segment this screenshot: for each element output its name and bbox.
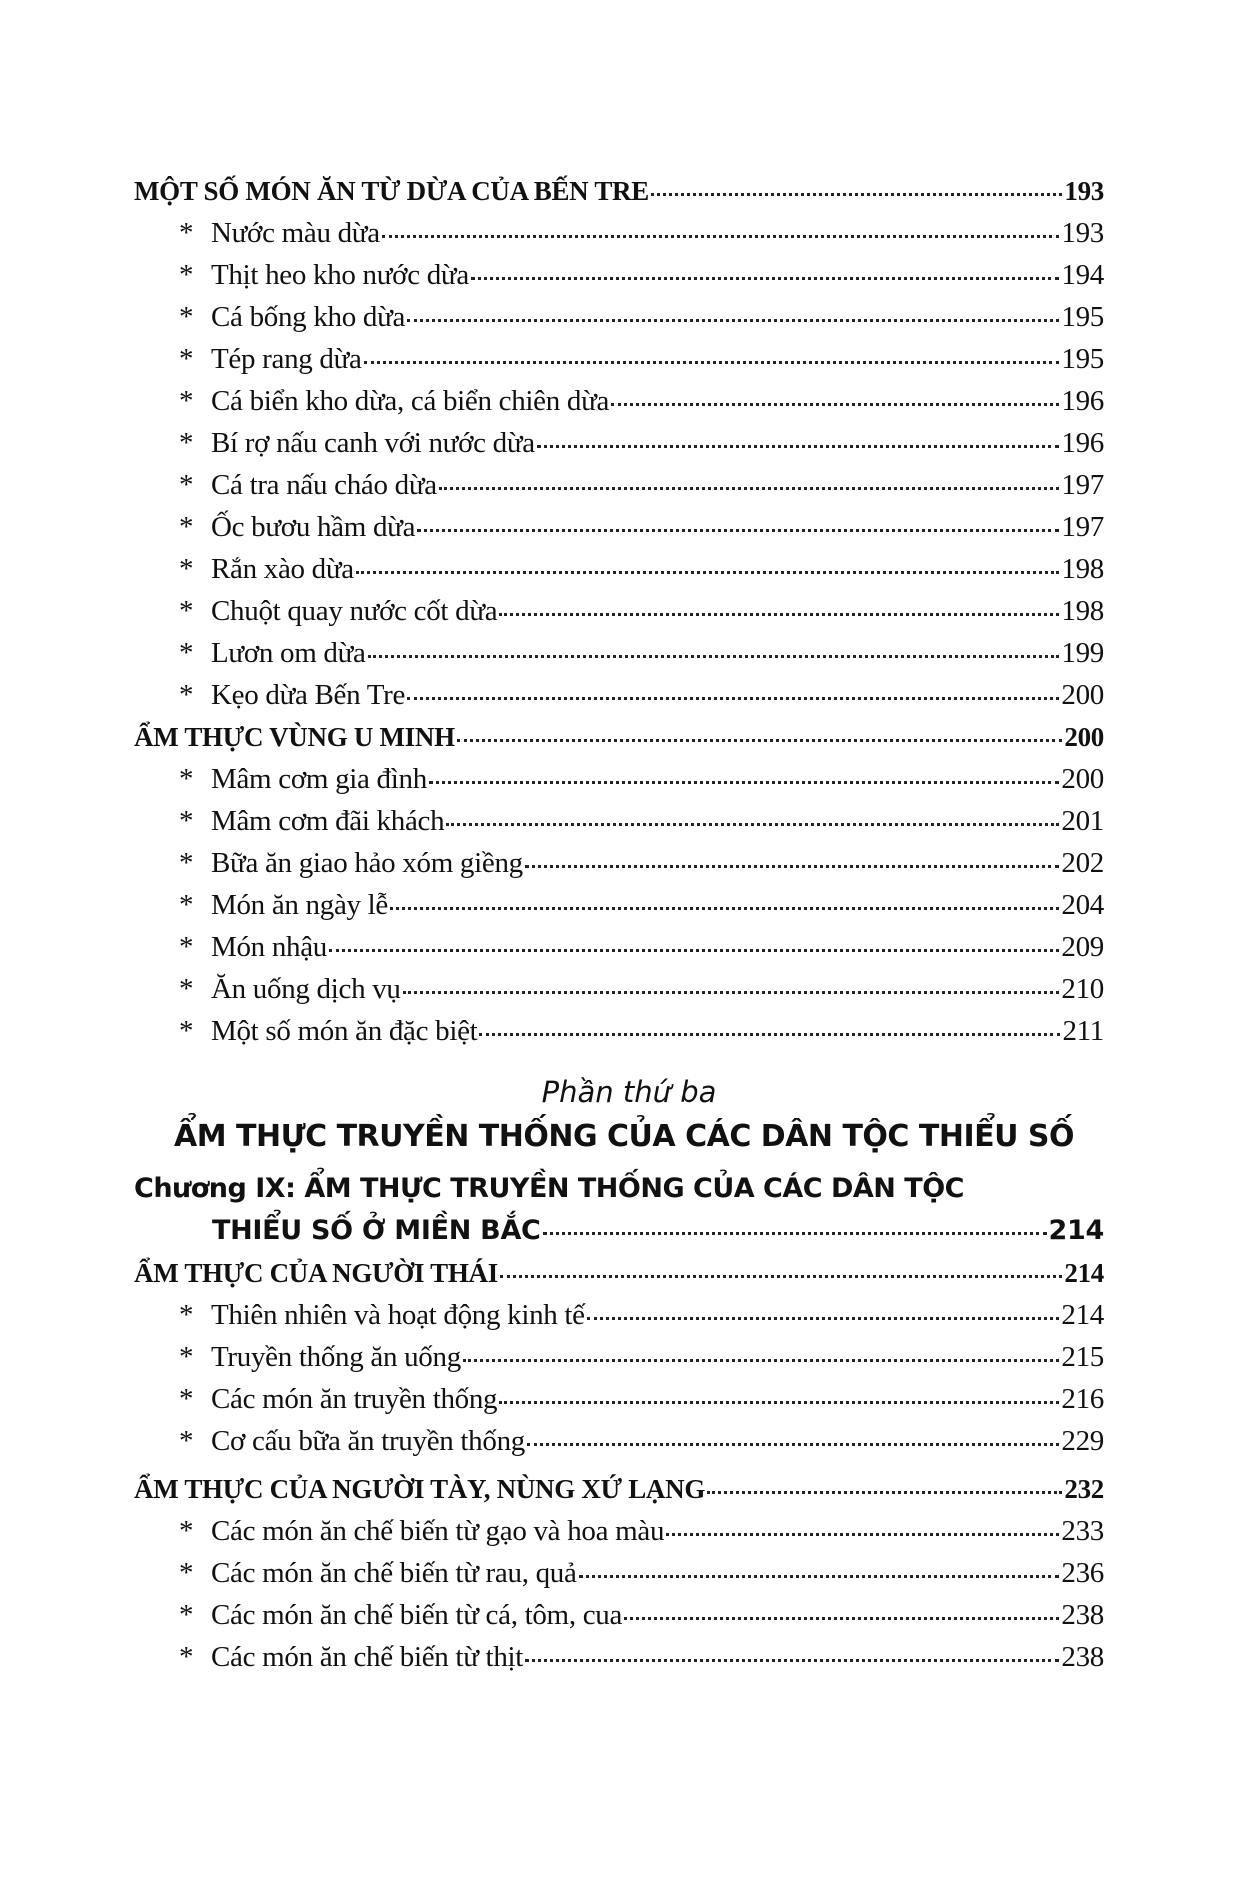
page-number: 200: [1061, 679, 1104, 711]
toc-item-row[interactable]: [134, 296, 1104, 338]
section-title: ẨM THỰC CỦA NGƯỜI THÁI: [134, 1258, 498, 1288]
toc-item-row[interactable]: [134, 1336, 1104, 1378]
dot-leader: [429, 781, 1059, 784]
bullet-asterisk: *: [179, 763, 194, 795]
bullet-asterisk: *: [179, 637, 194, 669]
chapter-heading[interactable]: [134, 1168, 1104, 1252]
page-number: 198: [1061, 553, 1104, 585]
toc-item-row[interactable]: [134, 1510, 1104, 1552]
page-number: 200: [1061, 763, 1104, 795]
page-number: 201: [1061, 805, 1104, 837]
toc-section-row[interactable]: [134, 716, 1104, 758]
item-title: Thiên nhiên và hoạt động kinh tế: [211, 1299, 585, 1331]
dot-leader: [446, 823, 1059, 826]
dot-leader: [527, 1443, 1059, 1446]
dot-leader: [403, 991, 1060, 994]
item-title: Món nhậu: [211, 931, 328, 963]
toc-item-row[interactable]: [134, 1294, 1104, 1336]
page-number: 193: [1061, 217, 1104, 249]
item-title: Ốc bươu hầm dừa: [211, 511, 416, 543]
toc-item-row[interactable]: [134, 548, 1104, 590]
bullet-asterisk: *: [179, 805, 194, 837]
dot-leader: [651, 193, 1062, 196]
toc-item-row[interactable]: [134, 1010, 1104, 1052]
dot-leader: [666, 1533, 1059, 1536]
section-items: [134, 212, 1104, 716]
item-title: Rắn xào dừa: [211, 553, 354, 585]
bullet-asterisk: *: [179, 1383, 194, 1415]
page-number: 194: [1061, 259, 1104, 291]
toc-item-row[interactable]: [134, 884, 1104, 926]
page-number: 204: [1061, 889, 1104, 921]
toc-item-row[interactable]: [134, 1420, 1104, 1462]
bullet-asterisk: *: [179, 847, 194, 879]
chapter-title-line1: Chương IX: ẨM THỰC TRUYỀN THỐNG CỦA CÁC DÂN TỘC: [134, 1173, 964, 1204]
dot-leader: [407, 697, 1059, 700]
page-number: 214: [1064, 1258, 1104, 1288]
item-title: Các món ăn chế biến từ rau, quả: [211, 1557, 577, 1589]
item-title: Chuột quay nước cốt dừa: [211, 595, 498, 627]
page-number: 229: [1061, 1425, 1104, 1457]
dot-leader: [390, 907, 1059, 910]
toc-item-row[interactable]: [134, 338, 1104, 380]
item-title: Lươn om dừa: [211, 637, 366, 669]
dot-leader: [499, 1401, 1059, 1404]
toc-item-row[interactable]: [134, 590, 1104, 632]
dot-leader: [364, 361, 1060, 364]
dot-leader: [525, 1659, 1059, 1662]
page-number: 196: [1061, 427, 1104, 459]
bullet-asterisk: *: [179, 1641, 194, 1673]
item-title: Bữa ăn giao hảo xóm giềng: [211, 847, 523, 879]
item-title: Cá tra nấu cháo dừa: [211, 469, 437, 501]
part-label: Phần thứ ba: [541, 1075, 717, 1109]
section-title: ẨM THỰC VÙNG U MINH: [134, 722, 455, 752]
section-items: [134, 758, 1104, 1052]
toc-item-row[interactable]: [134, 842, 1104, 884]
page-number: 195: [1061, 343, 1104, 375]
page-number: 238: [1061, 1599, 1104, 1631]
dot-leader: [624, 1617, 1059, 1620]
bullet-asterisk: *: [179, 1015, 194, 1047]
bullet-asterisk: *: [179, 511, 194, 543]
dot-leader: [356, 571, 1060, 574]
toc-section-row[interactable]: [134, 170, 1104, 212]
toc-item-row[interactable]: [134, 506, 1104, 548]
page-number: 211: [1062, 1015, 1104, 1047]
bullet-asterisk: *: [179, 1515, 194, 1547]
dot-leader: [382, 235, 1060, 238]
toc-item-row[interactable]: [134, 380, 1104, 422]
page-number: 198: [1061, 595, 1104, 627]
section-title: ẨM THỰC CỦA NGƯỜI TÀY, NÙNG XỨ LẠNG: [134, 1474, 706, 1504]
item-title: Các món ăn truyền thống: [211, 1383, 498, 1415]
toc-section-row[interactable]: [134, 1252, 1104, 1294]
toc-item-row[interactable]: [134, 968, 1104, 1010]
page-number: 195: [1061, 301, 1104, 333]
dot-leader: [537, 445, 1060, 448]
item-title: Ăn uống dịch vụ: [211, 973, 401, 1005]
item-title: Các món ăn chế biến từ gạo và hoa màu: [211, 1515, 665, 1547]
bullet-asterisk: *: [179, 385, 194, 417]
item-title: Nước màu dừa: [211, 217, 380, 249]
dot-leader: [407, 319, 1059, 322]
dot-leader: [329, 949, 1059, 952]
bullet-asterisk: *: [179, 217, 194, 249]
bullet-asterisk: *: [179, 553, 194, 585]
dot-leader: [707, 1491, 1062, 1494]
dot-leader: [463, 1359, 1059, 1362]
item-title: Các món ăn chế biến từ cá, tôm, cua: [211, 1599, 623, 1631]
dot-leader: [368, 655, 1060, 658]
dot-leader: [500, 1275, 1062, 1278]
toc-item-row[interactable]: [134, 758, 1104, 800]
page-number: 236: [1061, 1557, 1104, 1589]
item-title: Bí rợ nấu canh với nước dừa: [211, 427, 535, 459]
page-number: 238: [1061, 1641, 1104, 1673]
page-number: 196: [1061, 385, 1104, 417]
section-items: [134, 1294, 1104, 1462]
bullet-asterisk: *: [179, 931, 194, 963]
bullet-asterisk: *: [179, 1557, 194, 1589]
dot-leader: [525, 865, 1060, 868]
dot-leader: [457, 739, 1063, 742]
toc-item-row[interactable]: [134, 926, 1104, 968]
dot-leader: [471, 277, 1059, 280]
page-number: 200: [1064, 722, 1104, 752]
toc-item-row[interactable]: [134, 1378, 1104, 1420]
part-title: ẨM THỰC TRUYỀN THỐNG CỦA CÁC DÂN TỘC THIỂU SỐ: [173, 1119, 1075, 1154]
item-title: Cá biển kho dừa, cá biển chiên dừa: [211, 385, 610, 417]
toc-item-row[interactable]: [134, 674, 1104, 716]
bullet-asterisk: *: [179, 1299, 194, 1331]
page-number: 202: [1061, 847, 1104, 879]
item-title: Mâm cơm đãi khách: [211, 805, 445, 837]
item-title: Cá bống kho dừa: [211, 301, 406, 333]
item-title: Kẹo dừa Bến Tre: [211, 679, 406, 711]
page-number: 199: [1061, 637, 1104, 669]
bullet-asterisk: *: [179, 679, 194, 711]
bullet-asterisk: *: [179, 427, 194, 459]
page-number: 209: [1061, 931, 1104, 963]
table-of-contents: [134, 170, 1104, 1678]
page-number: 214: [1048, 1215, 1104, 1246]
item-title: Các món ăn chế biến từ thịt: [211, 1641, 524, 1673]
bullet-asterisk: *: [179, 343, 194, 375]
bullet-asterisk: *: [179, 469, 194, 501]
page-number: 216: [1061, 1383, 1104, 1415]
item-title: Truyền thống ăn uống: [211, 1341, 461, 1373]
item-title: Thịt heo kho nước dừa: [211, 259, 469, 291]
bullet-asterisk: *: [179, 1599, 194, 1631]
page-number: 210: [1061, 973, 1104, 1005]
dot-leader: [479, 1033, 1060, 1036]
toc-item-row[interactable]: [134, 632, 1104, 674]
toc-item-row[interactable]: [134, 1636, 1104, 1678]
toc-item-row[interactable]: [134, 1552, 1104, 1594]
dot-leader: [543, 1232, 1047, 1235]
toc-section-row[interactable]: [134, 1468, 1104, 1510]
page-number: 214: [1061, 1299, 1104, 1331]
page-number: 233: [1061, 1515, 1104, 1547]
page-number: 232: [1064, 1474, 1104, 1504]
bullet-asterisk: *: [179, 301, 194, 333]
item-title: Cơ cấu bữa ăn truyền thống: [211, 1425, 525, 1457]
dot-leader: [587, 1317, 1060, 1320]
item-title: Món ăn ngày lễ: [211, 889, 389, 921]
toc-item-row[interactable]: [134, 254, 1104, 296]
toc-item-row[interactable]: [134, 464, 1104, 506]
item-title: Một số món ăn đặc biệt: [211, 1015, 478, 1047]
dot-leader: [611, 403, 1059, 406]
page-number: 215: [1061, 1341, 1104, 1373]
toc-item-row[interactable]: [134, 422, 1104, 464]
bullet-asterisk: *: [179, 595, 194, 627]
toc-item-row[interactable]: [134, 800, 1104, 842]
page-number: 197: [1061, 511, 1104, 543]
chapter-title-line2: THIỂU SỐ Ở MIỀN BẮC: [212, 1215, 541, 1246]
item-title: Mâm cơm gia đình: [211, 763, 427, 795]
bullet-asterisk: *: [179, 973, 194, 1005]
page-number: 197: [1061, 469, 1104, 501]
toc-item-row[interactable]: [134, 1594, 1104, 1636]
dot-leader: [499, 613, 1059, 616]
bullet-asterisk: *: [179, 889, 194, 921]
toc-item-row[interactable]: [134, 212, 1104, 254]
page-number: 193: [1064, 176, 1104, 206]
section-title: MỘT SỐ MÓN ĂN TỪ DỪA CỦA BẾN TRE: [134, 176, 649, 206]
section-items: [134, 1510, 1104, 1678]
dot-leader: [417, 529, 1059, 532]
item-title: Tép rang dừa: [211, 343, 362, 375]
dot-leader: [439, 487, 1060, 490]
bullet-asterisk: *: [179, 1341, 194, 1373]
bullet-asterisk: *: [179, 1425, 194, 1457]
bullet-asterisk: *: [179, 259, 194, 291]
dot-leader: [579, 1575, 1060, 1578]
